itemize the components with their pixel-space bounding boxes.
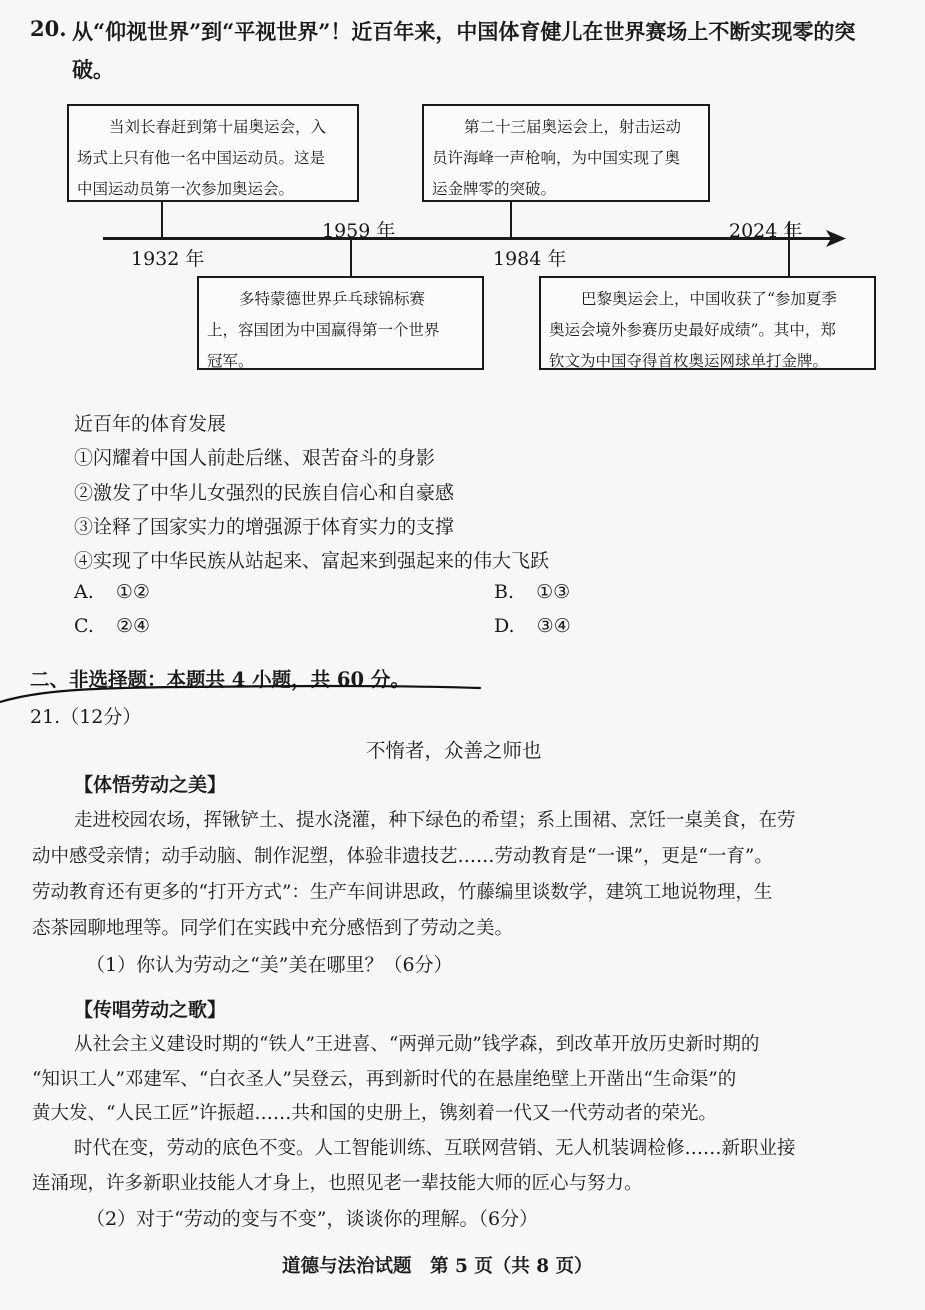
- option-b-label: B.: [494, 581, 515, 603]
- part1-line-3: 劳动教育还有更多的“打开方式”：生产车间讲思政，竹藤编里谈数学，建筑工地说物理，生: [32, 882, 773, 903]
- part2-line-3: 黄大发、“人民工匠”许振超……共和国的史册上，镌刻着一代又一代劳动者的荣光。: [32, 1103, 717, 1124]
- q20-stem-line2: 破。: [72, 57, 114, 82]
- q20-statement-4: ④实现了中华民族从站起来、富起来到强起来的伟大飞跃: [74, 550, 550, 572]
- q20-statement-2: ②激发了中华儿女强烈的民族自信心和自豪感: [74, 482, 455, 504]
- connector-1932: [161, 201, 163, 239]
- connector-1959: [350, 239, 352, 277]
- timeline-axis: [103, 237, 833, 240]
- box1984-line1: 第二十三届奥运会上，射击运动: [464, 118, 682, 136]
- section-2-title: 二、非选择题：本题共 4 小题，共 60 分。: [30, 668, 410, 691]
- year-1959: 1959 年: [322, 220, 396, 242]
- box1932-line1: 当刘长春赶到第十届奥运会，入: [109, 118, 327, 136]
- box1932-line2: 场式上只有他一名中国运动员。这是: [77, 149, 326, 167]
- connector-1984: [510, 201, 512, 239]
- part1-line-4: 态茶园聊地理等。同学们在实践中充分感悟到了劳动之美。: [32, 918, 514, 939]
- q20-statement-1: ①闪耀着中国人前赴后继、艰苦奋斗的身影: [74, 447, 436, 469]
- timeline-box-1932: [67, 104, 359, 202]
- box1959-line2: 上，容国团为中国赢得第一个世界: [207, 321, 440, 339]
- box1984-line2: 员许海峰一声枪响，为中国实现了奥: [432, 149, 681, 167]
- box2024-line2: 奥运会境外参赛历史最好成绩”。其中，郑: [549, 321, 836, 339]
- part1-question: （1）你认为劳动之“美”美在哪里？（6分）: [86, 954, 453, 976]
- q20-stem-line1: 从“仰视世界”到“平视世界”！近百年来，中国体育健儿在世界赛场上不断实现零的突: [72, 19, 856, 44]
- q20-statement-3: ③诠释了国家实力的增强源于体育实力的支撑: [74, 516, 455, 538]
- part2-heading: 【传唱劳动之歌】: [74, 999, 227, 1021]
- option-c-label: C.: [74, 615, 94, 637]
- option-a[interactable]: [74, 581, 150, 603]
- box2024-line1: 巴黎奥运会上，中国收获了“参加夏季: [581, 290, 837, 308]
- option-d-text: ③④: [536, 615, 571, 637]
- timeline-box-1959: [197, 276, 484, 370]
- option-a-text: ①②: [115, 581, 150, 603]
- box1984-line3: 运金牌零的突破。: [432, 180, 557, 198]
- box1959-line3: 冠军。: [207, 352, 254, 370]
- timeline-box-1984: [422, 104, 710, 202]
- q21-title: 不惰者，众善之师也: [366, 739, 542, 762]
- year-2024: 2024 年: [729, 220, 803, 242]
- option-c-text: ②④: [115, 615, 151, 637]
- part2-line-2: “知识工人”邓建军、“白衣圣人”吴登云，再到新时代的在悬崖绝壁上开凿出“生命渠”的: [32, 1069, 737, 1090]
- option-d-label: D.: [494, 615, 515, 637]
- option-a-label: A.: [74, 581, 94, 603]
- part2-line-1: 从社会主义建设时期的“铁人”王进喜、“两弹元勋”钱学森，到改革开放历史新时期的: [74, 1034, 760, 1055]
- q20-prompt: 近百年的体育发展: [74, 413, 227, 435]
- box1932-line3: 中国运动员第一次参加奥运会。: [77, 180, 295, 198]
- year-1984: 1984 年: [493, 248, 567, 270]
- box2024-line3: 钦文为中国夺得首枚奥运网球单打金牌。: [549, 352, 829, 370]
- q20-number: 20.: [30, 16, 67, 41]
- option-b[interactable]: [494, 581, 570, 603]
- part1-line-2: 动中感受亲情；动手动脑、制作泥塑，体验非遗技艺……劳动教育是“一课”，更是“一育”。: [32, 846, 773, 867]
- q21-number: 21.（12分）: [30, 706, 142, 728]
- part2-question: （2）对于“劳动的变与不变”，谈谈你的理解。（6分）: [86, 1208, 539, 1230]
- option-c[interactable]: [74, 615, 150, 637]
- part1-heading: 【体悟劳动之美】: [74, 774, 227, 796]
- part2-line-4: 时代在变，劳动的底色不变。人工智能训练、互联网营销、无人机装调检修……新职业接: [74, 1138, 796, 1159]
- box1959-line1: 多特蒙德世界乒乓球锦标赛: [239, 290, 426, 308]
- timeline-arrow-icon: [826, 230, 846, 247]
- page-footer: 道德与法治试题 第 5 页（共 8 页）: [282, 1256, 593, 1277]
- timeline-box-2024: [539, 276, 876, 370]
- option-d[interactable]: [494, 615, 571, 637]
- part2-line-5: 连涌现，许多新职业技能人才身上，也照见老一辈技能大师的匠心与努力。: [32, 1173, 643, 1194]
- part1-line-1: 走进校园农场，挥锹铲土、提水浇灌，种下绿色的希望；系上围裙、烹饪一桌美食，在劳: [74, 810, 796, 831]
- option-b-text: ①③: [536, 581, 571, 603]
- year-1932: 1932 年: [131, 248, 205, 270]
